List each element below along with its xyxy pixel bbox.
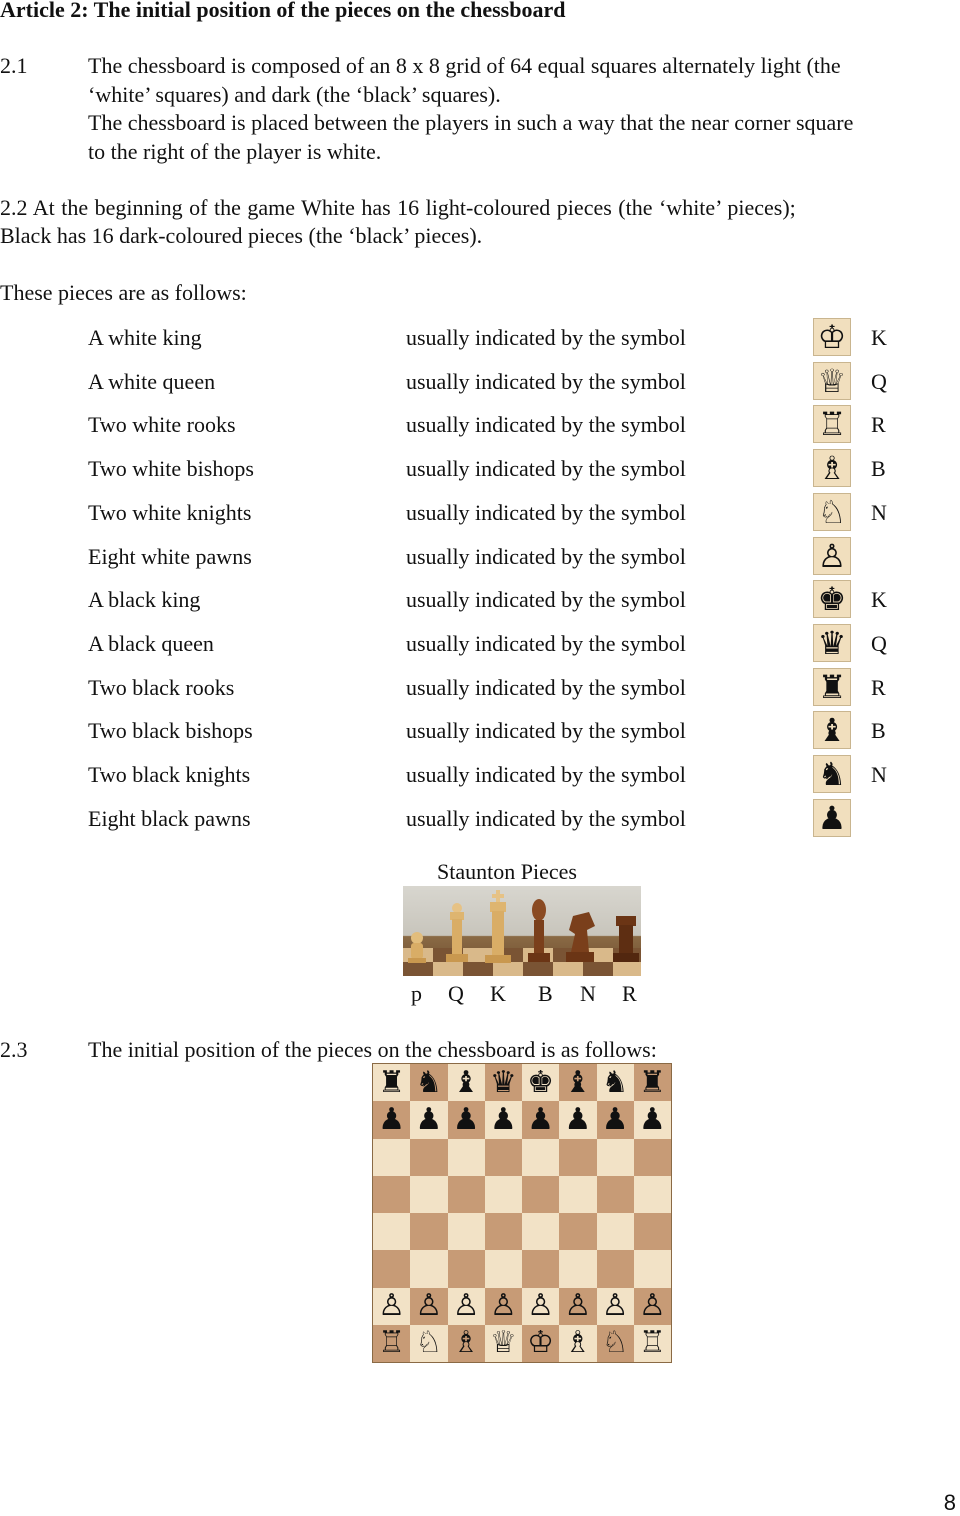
board-square (634, 1213, 671, 1250)
board-square (597, 1213, 634, 1250)
board-square-piece: ♙ (410, 1288, 447, 1325)
board-square-piece: ♙ (448, 1288, 485, 1325)
board-square-piece: ♟ (559, 1101, 596, 1138)
section-2-2-line-2: Black has 16 dark-coloured pieces (the ‘black’ pieces). (0, 223, 483, 248)
piece-letter: N (871, 762, 887, 787)
section-2-1-number: 2.1 (0, 53, 28, 78)
section-2-1-line-1: The chessboard is composed of an 8 x 8 grid of 64 equal squares alternately light (the (88, 53, 841, 78)
piece-letter: Q (871, 369, 887, 394)
board-square-piece: ♙ (485, 1288, 522, 1325)
piece-symbol-note: usually indicated by the symbol (406, 762, 686, 787)
board-square (485, 1250, 522, 1287)
piece-name: Two white knights (88, 500, 252, 525)
board-square-piece: ♗ (559, 1325, 596, 1362)
piece-row (0, 668, 960, 716)
piece-row (0, 449, 960, 497)
board-square-piece: ♟ (448, 1101, 485, 1138)
piece-row (0, 799, 960, 847)
board-square-piece: ♛ (485, 1064, 522, 1101)
piece-symbol-note: usually indicated by the symbol (406, 675, 686, 700)
board-square (597, 1250, 634, 1287)
section-2-1-line-2: ‘white’ squares) and dark (the ‘black’ squares). (88, 82, 501, 107)
piece-name: Two white bishops (88, 456, 254, 481)
section-2-3-text: The initial position of the pieces on the chessboard is as follows: (88, 1037, 657, 1062)
board-square (448, 1213, 485, 1250)
piece-name: Two white rooks (88, 412, 236, 437)
board-square (559, 1176, 596, 1213)
piece-row (0, 537, 960, 585)
board-square (634, 1250, 671, 1287)
board-square-piece: ♙ (373, 1288, 410, 1325)
board-square (522, 1213, 559, 1250)
board-square (597, 1139, 634, 1176)
board-square (448, 1139, 485, 1176)
piece-name: Two black rooks (88, 675, 235, 700)
piece-symbol-note: usually indicated by the symbol (406, 456, 686, 481)
board-square-piece: ♟ (410, 1101, 447, 1138)
piece-letter: K (871, 587, 887, 612)
piece-symbol-note: usually indicated by the symbol (406, 544, 686, 569)
piece-name: A black queen (88, 631, 214, 656)
board-square-piece: ♞ (597, 1064, 634, 1101)
staunton-label-bishop: B (538, 981, 553, 1006)
board-square-piece: ♜ (373, 1064, 410, 1101)
piece-name: Two black bishops (88, 718, 253, 743)
board-square (448, 1250, 485, 1287)
staunton-pieces-photo (403, 886, 641, 976)
piece-row (0, 580, 960, 628)
staunton-label-rook: R (622, 981, 637, 1006)
piece-symbol-note: usually indicated by the symbol (406, 325, 686, 350)
board-square (559, 1250, 596, 1287)
board-square-piece: ♝ (448, 1064, 485, 1101)
board-square-piece: ♙ (559, 1288, 596, 1325)
piece-symbol-note: usually indicated by the symbol (406, 631, 686, 656)
piece-name: Two black knights (88, 762, 251, 787)
piece-letter: B (871, 456, 886, 481)
article-title: Article 2: The initial position of the pieces on the chessboard (0, 0, 566, 22)
board-square-piece: ♗ (448, 1325, 485, 1362)
piece-letter: R (871, 675, 886, 700)
piece-symbol-note: usually indicated by the symbol (406, 718, 686, 743)
piece-name: A black king (88, 587, 201, 612)
board-square-piece: ♟ (634, 1101, 671, 1138)
initial-position-chessboard (372, 1063, 672, 1363)
page-number: 8 (943, 1490, 956, 1515)
piece-row (0, 493, 960, 541)
piece-letter: B (871, 718, 886, 743)
white-rook-icon: ♖ (813, 405, 851, 443)
board-square-piece: ♝ (559, 1064, 596, 1101)
piece-row (0, 624, 960, 672)
piece-name: A white king (88, 325, 202, 350)
board-square-piece: ♞ (410, 1064, 447, 1101)
piece-letter: Q (871, 631, 887, 656)
board-square-piece: ♘ (410, 1325, 447, 1362)
piece-symbol-note: usually indicated by the symbol (406, 587, 686, 612)
board-square-piece: ♙ (522, 1288, 559, 1325)
board-square-piece: ♔ (522, 1325, 559, 1362)
white-pawn-icon: ♙ (813, 537, 851, 575)
board-square-piece: ♙ (634, 1288, 671, 1325)
board-square-piece: ♖ (634, 1325, 671, 1362)
board-square (559, 1213, 596, 1250)
board-square (485, 1213, 522, 1250)
staunton-label-knight: N (580, 981, 596, 1006)
white-bishop-icon: ♗ (813, 449, 851, 487)
board-square (410, 1139, 447, 1176)
board-square (410, 1176, 447, 1213)
piece-symbol-note: usually indicated by the symbol (406, 806, 686, 831)
board-square-piece: ♙ (597, 1288, 634, 1325)
white-king-icon: ♔ (813, 318, 851, 356)
piece-letter: K (871, 325, 887, 350)
board-square (485, 1139, 522, 1176)
piece-symbol-note: usually indicated by the symbol (406, 369, 686, 394)
section-2-1-line-3: The chessboard is placed between the players in such a way that the near corner square (88, 110, 854, 135)
pieces-intro: These pieces are as follows: (0, 280, 247, 305)
piece-symbol-note: usually indicated by the symbol (406, 500, 686, 525)
board-square (522, 1176, 559, 1213)
board-square (410, 1213, 447, 1250)
section-2-1-line-4: to the right of the player is white. (88, 139, 382, 164)
piece-name: Eight white pawns (88, 544, 252, 569)
board-square (373, 1213, 410, 1250)
white-queen-icon: ♕ (813, 362, 851, 400)
section-2-2-line-1: 2.2 At the beginning of the game White has 16 light-coloured pieces (the ‘white’ pieces); (0, 195, 796, 220)
piece-symbol-note: usually indicated by the symbol (406, 412, 686, 437)
staunton-label-queen: Q (448, 981, 464, 1006)
board-square-piece: ♕ (485, 1325, 522, 1362)
section-2-3-number: 2.3 (0, 1037, 28, 1062)
board-square (410, 1250, 447, 1287)
piece-name: A white queen (88, 369, 216, 394)
board-square-piece: ♖ (373, 1325, 410, 1362)
piece-letter: N (871, 500, 887, 525)
black-pawn-icon: ♟ (813, 799, 851, 837)
board-square (634, 1176, 671, 1213)
board-square (373, 1139, 410, 1176)
black-bishop-icon: ♝ (813, 711, 851, 749)
piece-row (0, 711, 960, 759)
black-knight-icon: ♞ (813, 755, 851, 793)
board-square (373, 1176, 410, 1213)
board-square (373, 1250, 410, 1287)
staunton-caption: Staunton Pieces (437, 859, 577, 884)
board-square (559, 1139, 596, 1176)
white-knight-icon: ♘ (813, 493, 851, 531)
piece-letter: R (871, 412, 886, 437)
board-square (448, 1176, 485, 1213)
piece-name: Eight black pawns (88, 806, 251, 831)
board-square (597, 1176, 634, 1213)
board-square (634, 1139, 671, 1176)
black-rook-icon: ♜ (813, 668, 851, 706)
board-square-piece: ♟ (522, 1101, 559, 1138)
board-square (522, 1250, 559, 1287)
board-square-piece: ♟ (597, 1101, 634, 1138)
staunton-label-pawn: p (411, 981, 422, 1006)
board-square-piece: ♘ (597, 1325, 634, 1362)
board-square-piece: ♟ (373, 1101, 410, 1138)
piece-row (0, 318, 960, 366)
board-square-piece: ♟ (485, 1101, 522, 1138)
staunton-label-king: K (490, 981, 506, 1006)
piece-row (0, 755, 960, 803)
piece-row (0, 405, 960, 453)
black-king-icon: ♚ (813, 580, 851, 618)
board-square (485, 1176, 522, 1213)
board-square-piece: ♚ (522, 1064, 559, 1101)
piece-row (0, 362, 960, 410)
black-queen-icon: ♛ (813, 624, 851, 662)
board-square (522, 1139, 559, 1176)
board-square-piece: ♜ (634, 1064, 671, 1101)
